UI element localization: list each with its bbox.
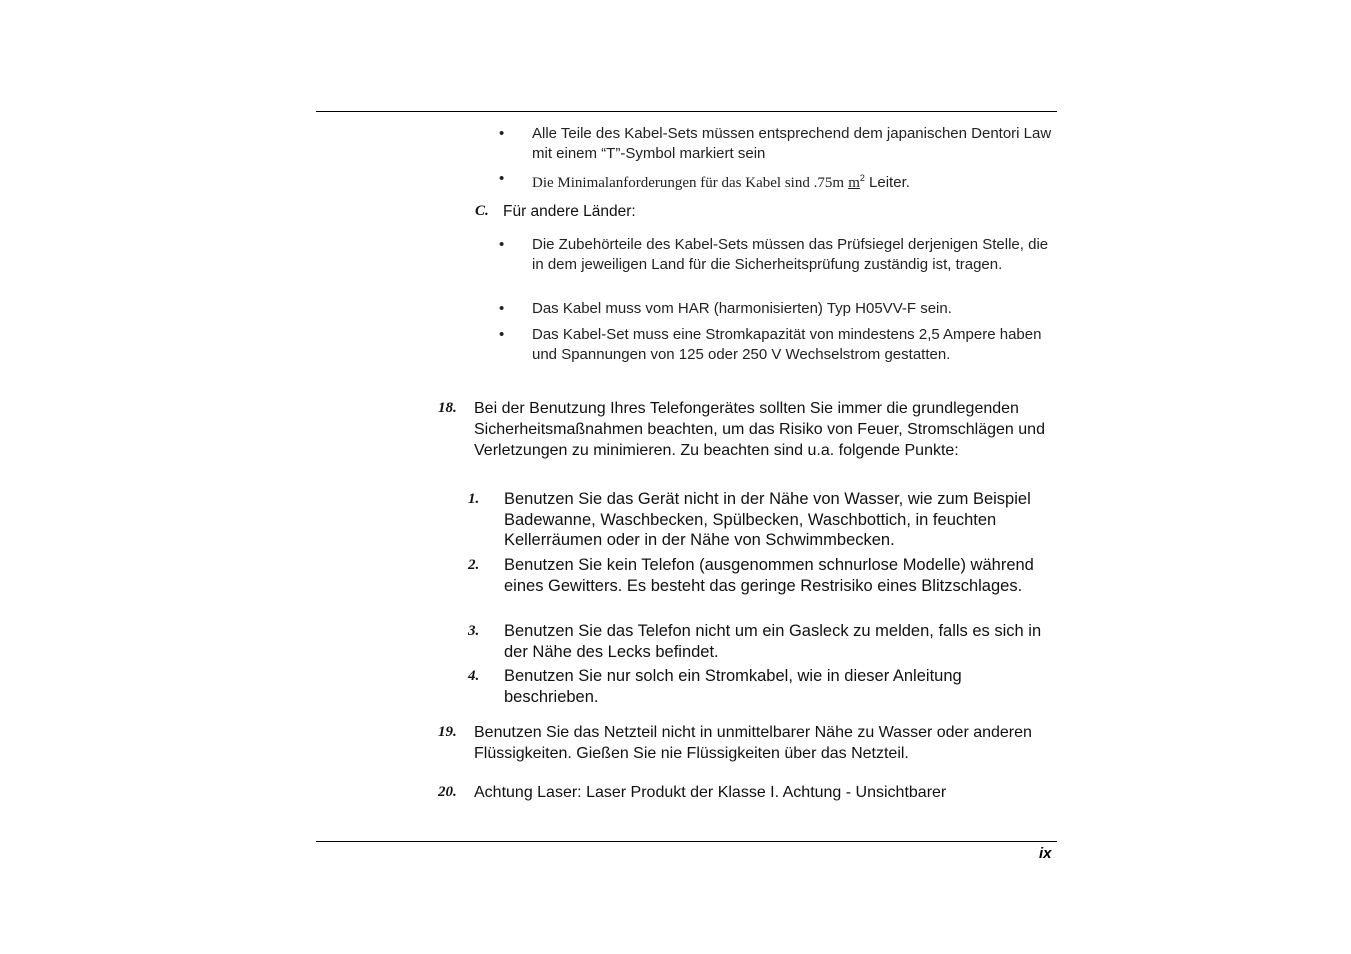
bullet-dot: •: [499, 300, 505, 317]
bullet-dot: •: [499, 125, 505, 142]
section-c-title: Für andere Länder:: [503, 203, 636, 220]
bullet-text: Alle Teile des Kabel-Sets müssen entsprechend dem japanischen Dentori Law mit einem “T”-Symbol markiert sein: [532, 125, 1052, 162]
item-text: Achtung Laser: Laser Produkt der Klasse I. Achtung - Unsichtbarer: [474, 784, 947, 801]
item-number: 20.: [438, 784, 457, 800]
cable-spec-unit: m: [848, 175, 860, 191]
item-text: Bei der Benutzung Ihres Telefongerätes sollten Sie immer die grundlegenden Sicherheitsmaßnahmen beachten, um das Risiko von Feuer, Stromschlägen und Verletzungen zu minimieren. Zu beachten sind u.a. folgende Punkte:: [474, 400, 1045, 459]
top-rule: [316, 111, 1057, 112]
sub-item-number: 4.: [468, 668, 480, 684]
item-text: Benutzen Sie das Netzteil nicht in unmittelbarer Nähe zu Wasser oder anderen Flüssigkeiten. Gießen Sie nie Flüssigkeiten über das Netzteil.: [474, 724, 1032, 762]
bullet-dot: •: [499, 326, 505, 343]
bullet-dot: •: [499, 236, 505, 253]
item-number: 18.: [438, 400, 457, 416]
sub-item-text: Benutzen Sie nur solch ein Stromkabel, wie in dieser Anleitung beschrieben.: [504, 667, 962, 706]
bottom-rule: [316, 841, 1057, 842]
sub-item-number: 1.: [468, 491, 480, 507]
sub-item-text: Benutzen Sie kein Telefon (ausgenommen schnurlose Modelle) während eines Gewitters. Es besteht das geringe Restrisiko eines Blitzschlages.: [504, 556, 1034, 595]
item-number: 19.: [438, 724, 457, 740]
sub-item-text: Benutzen Sie das Telefon nicht um ein Gasleck zu melden, falls es sich in der Nähe des Lecks befindet.: [504, 622, 1042, 661]
cable-spec-suffix: Leiter.: [864, 174, 910, 191]
bullet-text-cable-spec: [532, 169, 1052, 194]
bullet-dot: •: [499, 170, 505, 187]
sub-item-text: Benutzen Sie das Gerät nicht in der Nähe von Wasser, wie zum Beispiel Badewanne, Waschbecken, Spülbecken, Waschbottich, in feuchten Kellerräumen oder in der Nähe von Schwimmbecken.: [504, 490, 1031, 549]
bullet-text: Das Kabel-Set muss eine Stromkapazität von mindestens 2,5 Ampere haben und Spannungen von 125 oder 250 V Wechselstrom gestatten.: [532, 326, 1042, 363]
bullet-text: Das Kabel muss vom HAR (harmonisierten) Typ H05VV-F sein.: [532, 300, 952, 317]
sub-item-number: 3.: [468, 623, 480, 639]
section-c-label: C.: [475, 203, 489, 219]
cable-spec-sup: 2: [859, 173, 865, 183]
sub-item-number: 2.: [468, 557, 480, 573]
cable-spec-prefix: Die Minimalanforderungen für das Kabel sind .75m: [532, 175, 845, 191]
bullet-text: Die Zubehörteile des Kabel-Sets müssen das Prüfsiegel derjenigen Stelle, die in dem jeweiligen Land für die Sicherheitsprüfung zuständig ist, tragen.: [532, 236, 1049, 273]
page-number: ix: [1039, 845, 1052, 862]
